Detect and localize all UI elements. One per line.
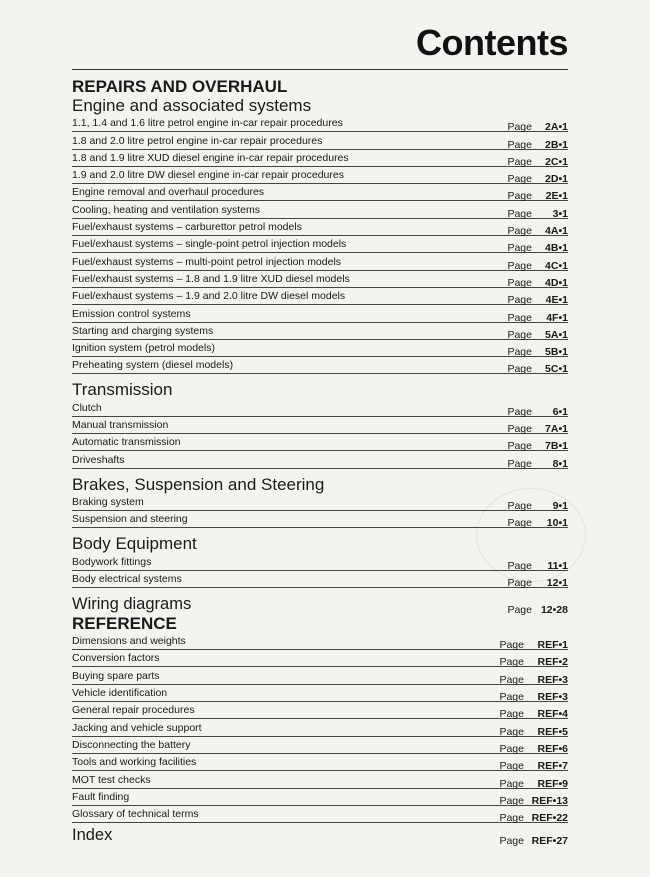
toc-entry[interactable] — [72, 667, 568, 684]
page-word: Page — [507, 311, 532, 324]
entry-page-ref — [499, 707, 568, 721]
entry-page-ref — [499, 759, 568, 773]
page-word: Page — [507, 225, 532, 238]
page-word: Page — [507, 294, 532, 307]
page-number: 9•1 — [552, 499, 568, 512]
index-page-ref — [499, 835, 568, 848]
page-word: Page — [507, 121, 532, 134]
wiring-heading: Wiring diagrams — [72, 594, 192, 613]
section-heading: Brakes, Suspension and Steering — [72, 474, 325, 494]
page-number: 11•1 — [547, 559, 568, 572]
page-number: 4E•1 — [545, 294, 568, 307]
toc-entry[interactable] — [72, 399, 568, 416]
toc-entry[interactable] — [72, 434, 568, 451]
wiring-page-ref — [507, 604, 568, 617]
entry-label: Suspension and steering — [72, 513, 188, 526]
entry-label: Body electrical systems — [72, 572, 182, 585]
entry-label: 1.8 and 2.0 litre petrol engine in-car repair procedures — [72, 134, 323, 147]
page-number: 2B•1 — [545, 138, 568, 151]
page-number: 4B•1 — [545, 242, 568, 255]
table-of-contents — [72, 77, 568, 848]
entry-page-ref — [507, 422, 568, 436]
page-number: 6•1 — [552, 405, 568, 418]
page-word: Page — [499, 742, 524, 755]
page-number: 2A•1 — [545, 121, 568, 134]
entry-label: Vehicle identification — [72, 687, 168, 700]
entry-label: Braking system — [72, 495, 144, 508]
page-word: Page — [507, 363, 532, 376]
page-number: 2D•1 — [545, 173, 568, 186]
entry-page-ref — [507, 259, 568, 273]
page-number: REF•4 — [537, 708, 568, 721]
toc-entry[interactable] — [72, 571, 568, 588]
entry-label: 1.8 and 1.9 litre XUD diesel engine in-car repair procedures — [72, 151, 349, 164]
entry-label: Manual transmission — [72, 419, 169, 432]
entry-label: MOT test checks — [72, 773, 151, 786]
page-word: Page — [507, 242, 532, 255]
page-number: 2E•1 — [545, 190, 568, 203]
entry-label: Tools and working facilities — [72, 756, 197, 769]
toc-entry[interactable] — [72, 253, 568, 270]
toc-entry[interactable] — [72, 219, 568, 236]
entry-label: Jacking and vehicle support — [72, 721, 202, 734]
entry-label: Fault finding — [72, 790, 130, 803]
page-number: 12•1 — [546, 576, 568, 589]
toc-entry[interactable] — [72, 650, 568, 667]
page-word: Page — [499, 656, 524, 669]
reference-items — [72, 633, 568, 823]
entry-page-ref — [507, 345, 568, 359]
entry-label: Fuel/exhaust systems – 1.9 and 2.0 litre DW diesel models — [72, 290, 346, 303]
entry-label: Dimensions and weights — [72, 635, 186, 648]
toc-entry[interactable] — [72, 719, 568, 736]
toc-entry[interactable] — [72, 494, 568, 511]
page-word: Page — [507, 423, 532, 436]
toc-entry[interactable] — [72, 201, 568, 218]
toc-entry[interactable] — [72, 357, 568, 374]
entry-page-ref — [507, 311, 568, 325]
toc-entry[interactable] — [72, 150, 568, 167]
page-number: 7B•1 — [545, 440, 568, 453]
entry-page-ref — [507, 576, 568, 590]
page-word: Page — [507, 173, 532, 186]
page-number: REF•1 — [537, 639, 568, 652]
page-number: 4A•1 — [545, 225, 568, 238]
entry-label: Disconnecting the battery — [72, 738, 191, 751]
page-word: Page — [507, 346, 532, 359]
toc-entry[interactable] — [72, 789, 568, 806]
entry-label: Automatic transmission — [72, 436, 181, 449]
entry-label: Bodywork fittings — [72, 555, 152, 568]
toc-entry[interactable] — [72, 184, 568, 201]
entry-page-ref — [507, 293, 568, 307]
page-word: Page — [507, 138, 532, 151]
entry-page-ref — [507, 328, 568, 342]
page-word: Page — [507, 405, 532, 418]
toc-entry[interactable] — [72, 451, 568, 468]
repairs-heading: REPAIRS AND OVERHAUL — [72, 77, 288, 96]
entry-label: Emission control systems — [72, 307, 191, 320]
toc-entry[interactable] — [72, 132, 568, 149]
entry-page-ref — [507, 516, 568, 530]
page-word: Page — [499, 835, 524, 848]
page-number: REF•7 — [537, 760, 568, 773]
page-word: Page — [507, 603, 532, 616]
page-number: 5A•1 — [545, 328, 568, 341]
title-rule — [72, 69, 568, 70]
page-number: REF•3 — [537, 673, 568, 686]
section-heading: Body Equipment — [72, 534, 197, 554]
page-word: Page — [507, 259, 532, 272]
page-word: Page — [499, 708, 524, 721]
page-number: 4F•1 — [546, 311, 568, 324]
page-word: Page — [499, 725, 524, 738]
page-word: Page — [507, 499, 532, 512]
entry-page-ref — [507, 362, 568, 376]
entry-page-ref — [507, 241, 568, 255]
entry-label: Conversion factors — [72, 652, 160, 665]
page-number: REF•27 — [531, 835, 568, 848]
page-number: 3•1 — [552, 207, 568, 220]
page-word: Page — [507, 440, 532, 453]
entry-page-ref — [507, 155, 568, 169]
entry-label: Fuel/exhaust systems – single-point petrol injection models — [72, 238, 347, 251]
entry-label: Preheating system (diesel models) — [72, 359, 234, 372]
toc-entry[interactable] — [72, 511, 568, 528]
page-word: Page — [507, 276, 532, 289]
entry-label: Fuel/exhaust systems – multi-point petrol injection models — [72, 255, 342, 268]
entry-label: Driveshafts — [72, 453, 125, 466]
entry-page-ref — [507, 138, 568, 152]
entry-page-ref — [499, 742, 568, 756]
page-number: 4C•1 — [545, 259, 568, 272]
page-word: Page — [507, 559, 532, 572]
page-word: Page — [499, 760, 524, 773]
page-word: Page — [499, 812, 524, 825]
entry-label: Cooling, heating and ventilation systems — [72, 203, 260, 216]
page-number: 5C•1 — [545, 363, 568, 376]
entry-page-ref — [507, 499, 568, 513]
page-number: 10•1 — [546, 517, 568, 530]
page-number: REF•9 — [537, 777, 568, 790]
toc-entry[interactable] — [72, 754, 568, 771]
entry-label: 1.9 and 2.0 litre DW diesel engine in-car repair procedures — [72, 169, 344, 182]
entry-label: Clutch — [72, 401, 102, 414]
page-word: Page — [507, 155, 532, 168]
page-number: 5B•1 — [545, 346, 568, 359]
entry-page-ref — [507, 207, 568, 221]
page-word: Page — [507, 457, 532, 470]
page-word: Page — [499, 691, 524, 704]
toc-entry[interactable] — [72, 115, 568, 132]
entry-page-ref — [499, 725, 568, 739]
entry-page-ref — [507, 189, 568, 203]
page-number: REF•6 — [537, 742, 568, 755]
entry-label: Fuel/exhaust systems – carburettor petrol models — [72, 221, 302, 234]
toc-entry[interactable] — [72, 236, 568, 253]
entry-page-ref — [507, 120, 568, 134]
entry-page-ref — [507, 276, 568, 290]
entry-page-ref — [499, 655, 568, 669]
entry-label: Engine removal and overhaul procedures — [72, 186, 265, 199]
entry-page-ref — [499, 811, 568, 825]
page-word: Page — [507, 576, 532, 589]
entry-label: Ignition system (petrol models) — [72, 342, 215, 355]
toc-entry[interactable] — [72, 737, 568, 754]
section-heading: Engine and associated systems — [72, 96, 312, 115]
toc-entry[interactable] — [72, 702, 568, 719]
toc-entry[interactable] — [72, 305, 568, 322]
entry-label: General repair procedures — [72, 704, 195, 717]
page-number: REF•13 — [531, 794, 568, 807]
entry-label: 1.1, 1.4 and 1.6 litre petrol engine in-car repair procedures — [72, 117, 343, 130]
toc-entry[interactable] — [72, 553, 568, 570]
page-number: 8•1 — [552, 457, 568, 470]
entry-page-ref — [507, 439, 568, 453]
wiring-row[interactable] — [72, 592, 568, 614]
section-heading: Transmission — [72, 380, 173, 400]
toc-entry[interactable] — [72, 685, 568, 702]
page-number: 12•28 — [540, 603, 568, 616]
entry-page-ref — [499, 673, 568, 687]
toc-entry[interactable] — [72, 633, 568, 650]
toc-entry[interactable] — [72, 323, 568, 340]
entry-label: Glossary of technical terms — [72, 808, 199, 821]
entry-page-ref — [499, 777, 568, 791]
toc-groups — [72, 96, 568, 588]
page-number: REF•3 — [537, 691, 568, 704]
entry-page-ref — [499, 794, 568, 808]
page-word: Page — [499, 639, 524, 652]
page-number: REF•2 — [537, 656, 568, 669]
page-number: 2C•1 — [545, 155, 568, 168]
entry-page-ref — [507, 559, 568, 573]
toc-entry[interactable] — [72, 271, 568, 288]
entry-label: Buying spare parts — [72, 669, 160, 682]
toc-entry[interactable] — [72, 417, 568, 434]
entry-page-ref — [499, 690, 568, 704]
entry-page-ref — [507, 405, 568, 419]
index-heading: Index — [72, 826, 113, 845]
index-row[interactable] — [72, 823, 568, 848]
page-word: Page — [507, 328, 532, 341]
page-word: Page — [499, 777, 524, 790]
toc-entry[interactable] — [72, 771, 568, 788]
entry-page-ref — [507, 457, 568, 471]
page-number: 4D•1 — [545, 276, 568, 289]
page-word: Page — [507, 517, 532, 530]
toc-entry[interactable] — [72, 288, 568, 305]
toc-entry[interactable] — [72, 340, 568, 357]
page-number: REF•5 — [537, 725, 568, 738]
entry-label: Starting and charging systems — [72, 324, 214, 337]
entry-page-ref — [499, 638, 568, 652]
entry-page-ref — [507, 172, 568, 186]
reference-heading: REFERENCE — [72, 613, 177, 633]
page-word: Page — [507, 190, 532, 203]
toc-entry[interactable] — [72, 167, 568, 184]
page-number: REF•22 — [531, 812, 568, 825]
toc-entry[interactable] — [72, 806, 568, 823]
page-title: Contents — [416, 22, 568, 63]
entry-page-ref — [507, 224, 568, 238]
page-word: Page — [499, 673, 524, 686]
entry-label: Fuel/exhaust systems – 1.8 and 1.9 litre XUD diesel models — [72, 272, 350, 285]
page-word: Page — [507, 207, 532, 220]
page-word: Page — [499, 794, 524, 807]
page-number: 7A•1 — [545, 423, 568, 436]
